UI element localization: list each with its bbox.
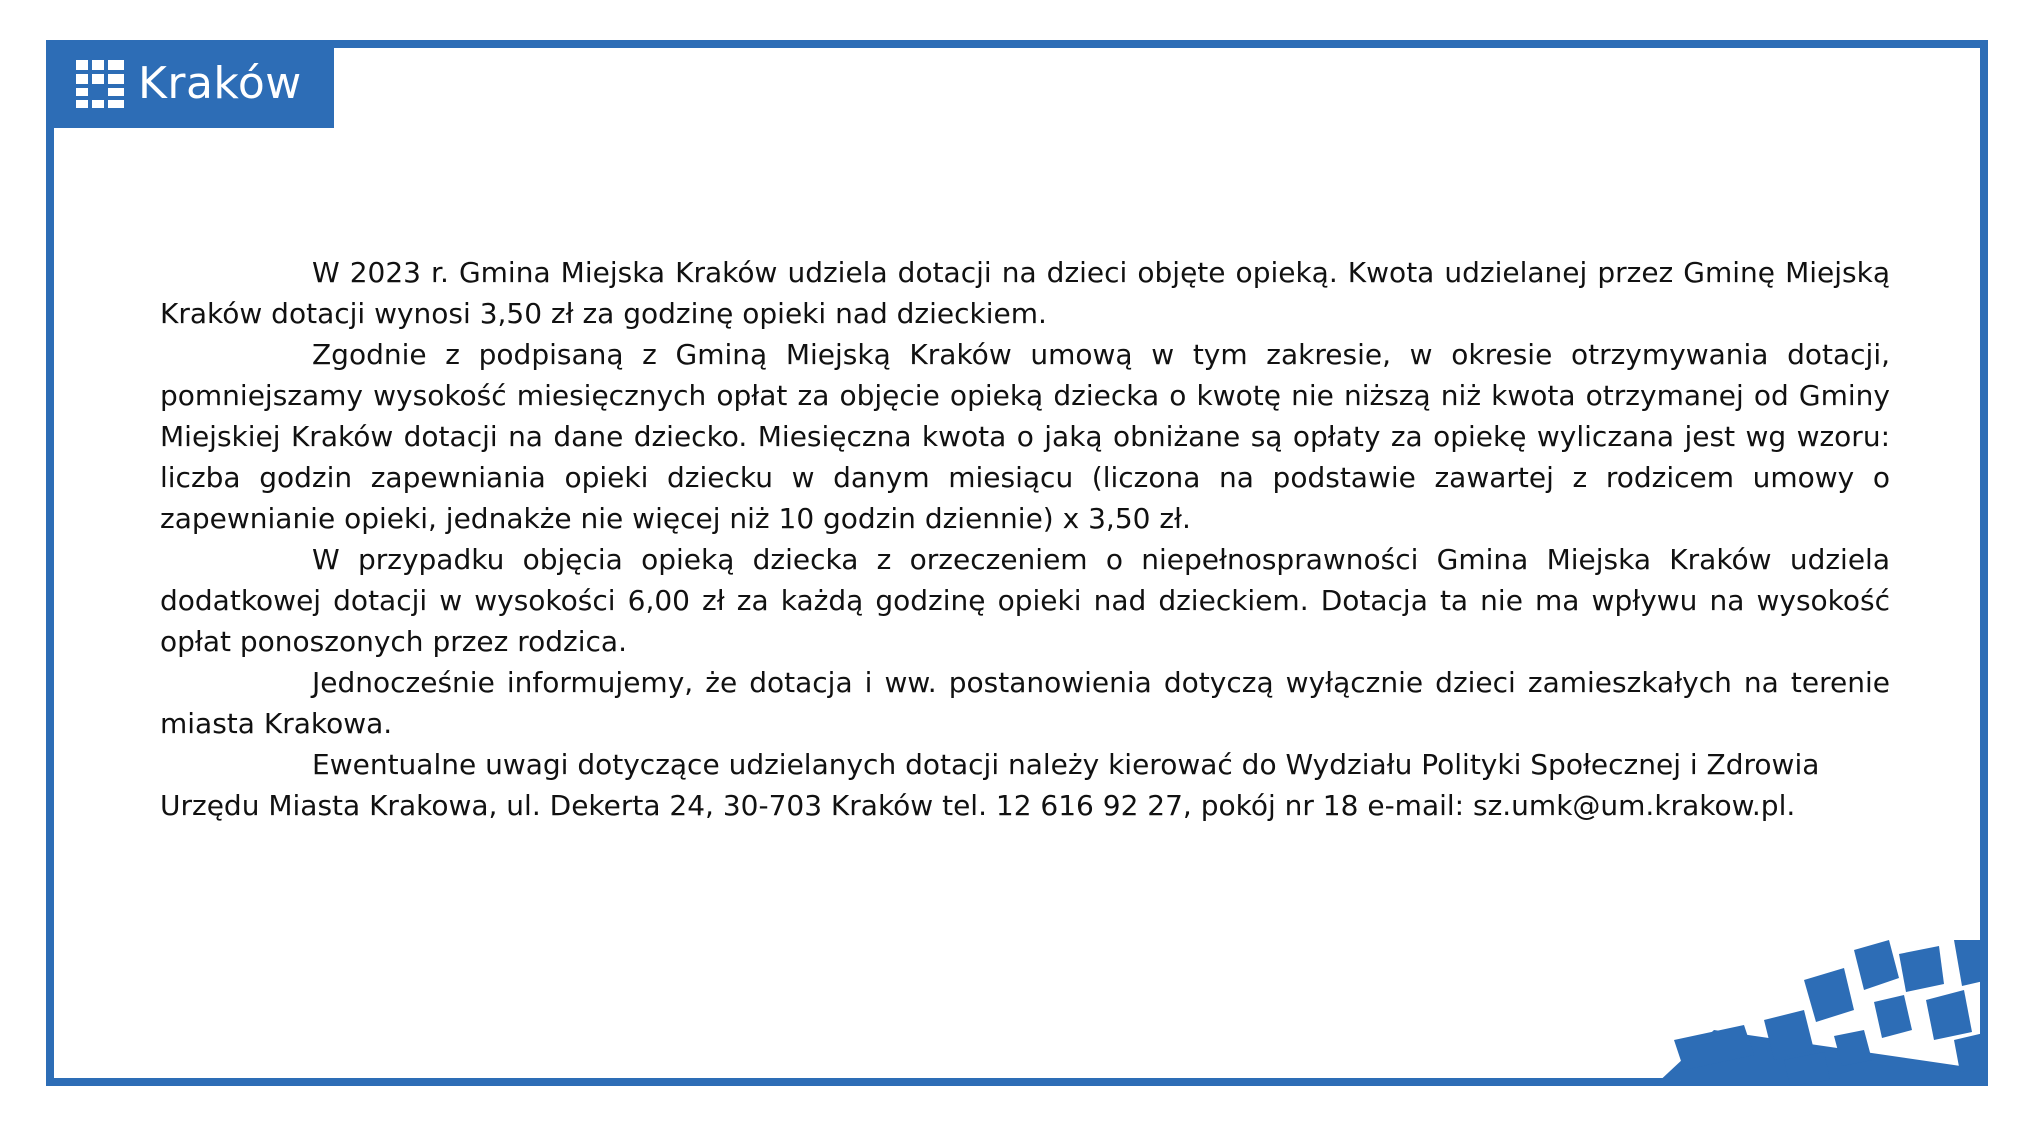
city-pattern-decoration bbox=[1654, 940, 1988, 1086]
paragraph-disability-subsidy: W przypadku objęcia opieką dziecka z orzeczeniem o niepełnosprawności Gmina Miejska Kraków udziela dodatkowej dotacji w wysokości 6,00 zł za każdą godzinę opieki nad dzieckiem. Dotacja ta nie ma wpływu na wysokość opłat ponoszonych przez rodzica. bbox=[160, 543, 1890, 658]
krakow-logo bbox=[46, 40, 334, 128]
paragraph-subsidy-amount: W 2023 r. Gmina Miejska Kraków udziela dotacji na dzieci objęte opieką. Kwota udzielanej przez Gminę Miejską Kraków dotacji wynosi 3,50 zł za godzinę opieki nad dzieckiem. bbox=[160, 256, 1890, 330]
krakow-logo-icon bbox=[76, 60, 124, 108]
paragraph-residence-scope: Jednocześnie informujemy, że dotacja i ww. postanowienia dotyczą wyłącznie dzieci zamieszkałych na terenie miasta Krakowa. bbox=[160, 666, 1890, 740]
document-body bbox=[160, 252, 1890, 826]
paragraph-fee-reduction: Zgodnie z podpisaną z Gminą Miejską Kraków umową w tym zakresie, w okresie otrzymywania dotacji, pomniejszamy wysokość miesięcznych opłat za objęcie opieką dziecka o kwotę nie niższą niż kwota otrzymanej od Gminy Miejskiej Kraków dotacji na dane dziecko. Miesięczna kwota o jaką obniżane są opłaty za opiekę wyliczana jest wg wzoru: liczba godzin zapewniania opieki dziecku w danym miesiącu (liczona na podstawie zawartej z rodzicem umowy o zapewnianie opieki, jednakże nie więcej niż 10 godzin dziennie) x 3,50 zł. bbox=[160, 338, 1890, 535]
paragraph-contact-info: Ewentualne uwagi dotyczące udzielanych dotacji należy kierować do Wydziału Polityki Społecznej i Zdrowia Urzędu Miasta Krakowa, ul. Dekerta 24, 30-703 Kraków tel. 12 616 92 27, pokój nr 18 e-mail: sz.umk@um.krakow.pl. bbox=[160, 748, 1820, 822]
logo-text: Kraków bbox=[138, 58, 302, 109]
